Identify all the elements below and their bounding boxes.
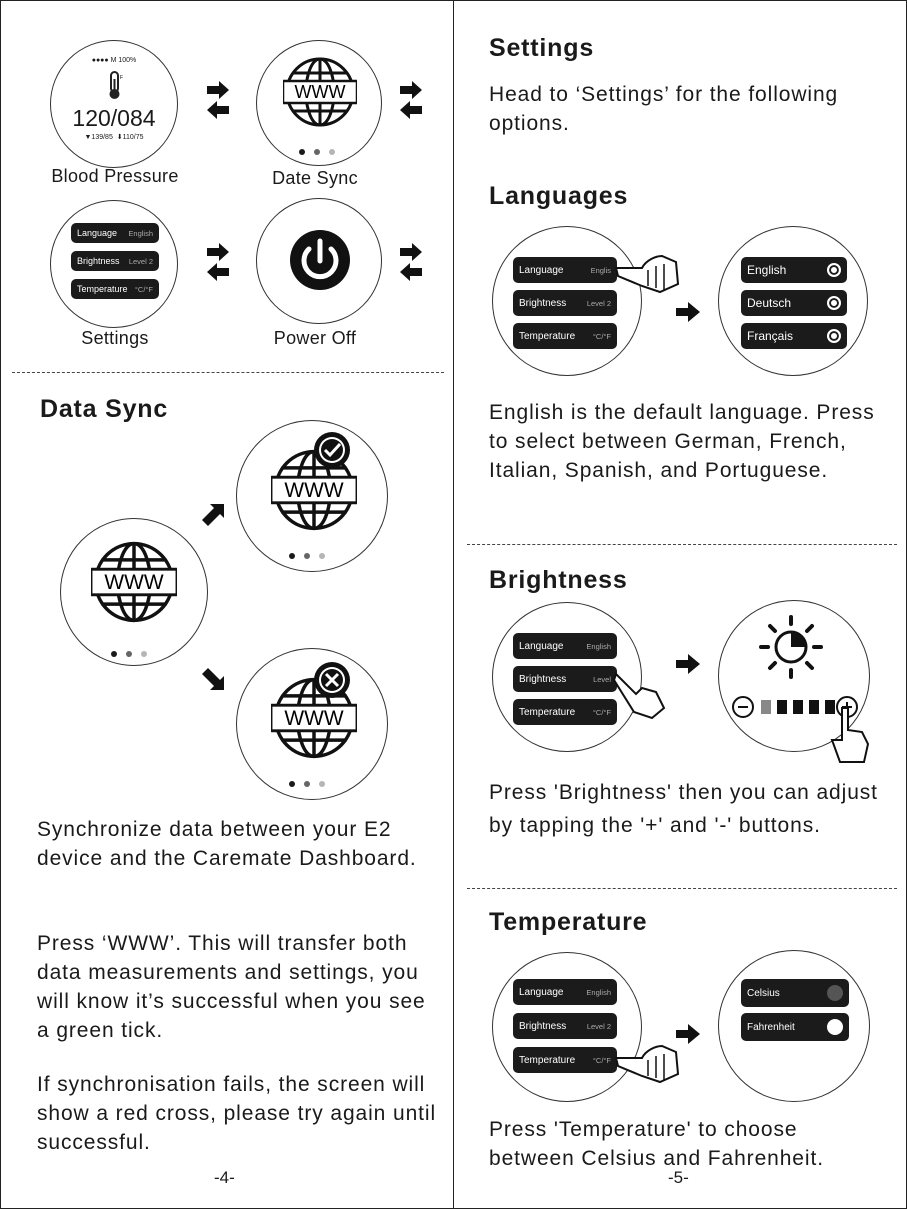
- temperature-options-screen: [718, 950, 870, 1102]
- languages-text: English is the default language. Press to select between German, French, Italian, Spanish, and Portuguese.: [489, 401, 875, 482]
- setting-row-temperature: Temperature °C/°F: [71, 279, 159, 299]
- date-sync-label: Date Sync: [272, 168, 358, 188]
- globe-www-icon: [283, 55, 357, 129]
- swap-arrows-icon: [205, 80, 231, 120]
- menu-row-language: Language English: [513, 633, 617, 659]
- temperature-option-fahrenheit[interactable]: Fahrenheit: [741, 1013, 849, 1041]
- page-number-right: -5-: [668, 1168, 689, 1187]
- page-divider: [453, 0, 454, 1209]
- arrow-right-icon: [676, 654, 700, 674]
- power-off-label: Power Off: [273, 328, 357, 348]
- settings-label: Settings: [81, 328, 149, 348]
- temperature-option-celsius[interactable]: Celsius: [741, 979, 849, 1007]
- brightness-text: Press 'Brightness' then you can adjust by tapping the '+' and '-' buttons.: [489, 781, 878, 837]
- page-dots: [299, 149, 335, 155]
- data-sync-paragraph-2: Press ‘WWW’. This will transfer both data measurements and settings, you will know it’s successful when you see a green tick.: [37, 932, 426, 1042]
- menu-row-language: Language Englis: [513, 257, 617, 283]
- swap-arrows-icon: [205, 242, 231, 282]
- toggle-on-icon: [827, 1019, 843, 1035]
- toggle-off-icon: [827, 985, 843, 1001]
- hand-pointer-icon: [826, 706, 872, 764]
- settings-text: Head to ‘Settings’ for the following options.: [489, 83, 839, 135]
- menu-row-temperature: Temperature °C/°F: [513, 1047, 617, 1073]
- section-divider: [467, 888, 897, 889]
- arrow-down-right-icon: [198, 664, 228, 694]
- settings-screen: [50, 200, 178, 328]
- menu-row-language: Language English: [513, 979, 617, 1005]
- menu-row-brightness: Brightness Level: [513, 666, 617, 692]
- language-option-english[interactable]: English: [741, 257, 847, 283]
- hand-pointer-icon: [612, 1036, 684, 1088]
- menu-row-temperature: Temperature °C/°F: [513, 323, 617, 349]
- menu-row-brightness: Brightness Level 2: [513, 290, 617, 316]
- power-off-screen: [256, 198, 382, 324]
- cross-badge-icon: [313, 661, 351, 699]
- radio-icon: [827, 329, 841, 343]
- setting-row-brightness: Brightness Level 2: [71, 251, 159, 271]
- page-number-left: -4-: [214, 1168, 235, 1187]
- swap-arrows-icon: [398, 242, 424, 282]
- svg-text:WWW: WWW: [104, 570, 164, 594]
- brightness-heading: Brightness: [489, 566, 628, 594]
- check-badge-icon: [313, 431, 351, 469]
- language-options-screen: [718, 226, 868, 376]
- arrow-right-icon: [676, 302, 700, 322]
- globe-www-icon: [91, 539, 177, 625]
- data-sync-paragraph-1: Synchronize data between your E2 device and the Caremate Dashboard.: [37, 818, 417, 870]
- blood-pressure-screen: [50, 40, 178, 168]
- bp-status-bar: ●●●● M 100%: [91, 57, 137, 64]
- power-icon: [289, 229, 351, 291]
- settings-heading: Settings: [489, 34, 595, 62]
- page-dots: [111, 651, 147, 657]
- bp-reading: 120/084: [72, 105, 156, 131]
- setting-row-language: Language English: [71, 223, 159, 243]
- sync-start-screen: [60, 518, 208, 666]
- date-sync-screen: [256, 40, 382, 166]
- section-divider: [467, 544, 897, 545]
- blood-pressure-label: Blood Pressure: [51, 166, 179, 186]
- menu-row-temperature: Temperature °C/°F: [513, 699, 617, 725]
- temperature-heading: Temperature: [489, 908, 648, 936]
- thermometer-icon: [105, 71, 125, 101]
- radio-icon: [827, 263, 841, 277]
- sync-failure-screen: [236, 648, 388, 800]
- up-arrow-icon: ▼: [84, 134, 92, 141]
- svg-text:F: F: [120, 75, 124, 81]
- language-option-deutsch[interactable]: Deutsch: [741, 290, 847, 316]
- radio-icon: [827, 296, 841, 310]
- bp-sub-readings: ▼139/85 ⬇110/75: [84, 134, 144, 141]
- arrow-up-right-icon: [198, 500, 228, 530]
- data-sync-heading: Data Sync: [40, 395, 169, 423]
- sync-success-screen: [236, 420, 388, 572]
- svg-text:WWW: WWW: [284, 478, 344, 502]
- menu-row-brightness: Brightness Level 2: [513, 1013, 617, 1039]
- sun-icon: [759, 615, 823, 679]
- page-dots: [289, 781, 325, 787]
- down-arrow-icon: ⬇: [116, 134, 123, 141]
- page-dots: [289, 553, 325, 559]
- hand-pointer-icon: [612, 246, 684, 298]
- svg-text:WWW: WWW: [284, 706, 344, 730]
- www-text: WWW: [294, 82, 346, 102]
- section-divider: [12, 372, 444, 373]
- swap-arrows-icon: [398, 80, 424, 120]
- data-sync-paragraph-3: If synchronisation fails, the screen will show a red cross, please try again until successful.: [37, 1073, 437, 1154]
- languages-heading: Languages: [489, 182, 629, 210]
- hand-pointer-icon: [612, 668, 668, 720]
- temperature-text: Press 'Temperature' to choose between Celsius and Fahrenheit.: [489, 1118, 824, 1170]
- language-option-francais[interactable]: Français: [741, 323, 847, 349]
- arrow-right-icon: [676, 1024, 700, 1044]
